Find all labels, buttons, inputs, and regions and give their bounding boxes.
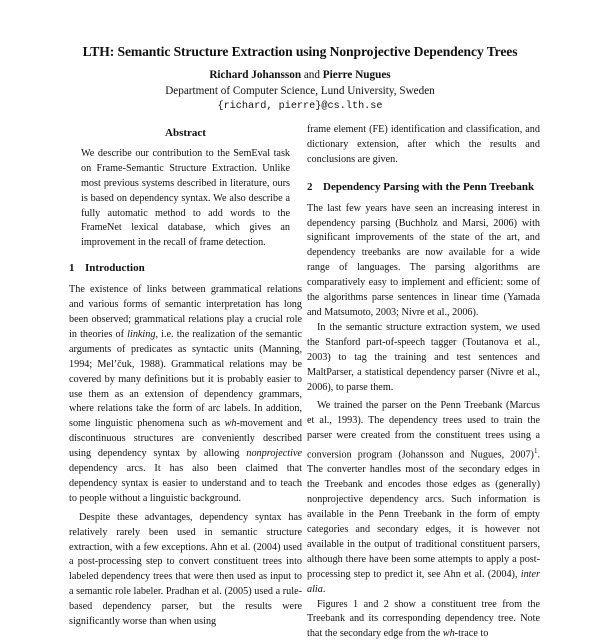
section-1-title: Introduction: [85, 262, 145, 275]
parsing-paragraph-2: In the semantic structure extraction system, we used the Stanford part-of-speech tagger (Toutanova et al., 2003) to tag the training and test sentences and MaltParser, a statistical dependency parser (Nivre et al., 2006), to parse them.: [307, 321, 540, 393]
right-column: [307, 123, 540, 642]
author-names: [0, 67, 600, 83]
parsing-paragraph-1: The last few years have seen an increasing interest in dependency parsing (Buchholz and Marsi, 2006) with significant improvements of the state of the art, and dependency treebanks are now available for a wide range of languages. The parsing algorithms are comparatively easy to implement and efficient: some of the algorithms parse sentences in linear time (Yamada and Matsumoto, 2003; Nivre et al., 2006).: [307, 202, 540, 318]
author-2: Pierre Nugues: [322, 69, 391, 81]
footnote-marker: 1: [533, 447, 538, 456]
section-1-heading: [69, 261, 302, 276]
author-block: [0, 67, 600, 115]
intro-continuation: frame element (FE) identification and classification, and dictionary extension, after which the results and conclusions are given.: [307, 124, 540, 165]
section-2-heading: [307, 180, 540, 195]
author-email: {richard, pierre}@cs.lth.se: [217, 101, 383, 112]
parsing-paragraph-4: Figures 1 and 2 show a constituent tree from the Treebank and its corresponding dependency tree. Note that the secondary edge from the wh-trace to: [307, 598, 540, 640]
author-1: Richard Johansson: [209, 69, 302, 81]
abstract-heading: Abstract: [165, 127, 206, 139]
left-column: [69, 126, 302, 630]
parsing-paragraph-3: We trained the parser on the Penn Treebank (Marcus et al., 1993). The dependency trees used to train the parser were created from the constituent trees using a conversion program (Johansson and Nugues, 2007)$^1$. The converter handles most of the secondary edges in the Treebank and encodes those edges as (generally) nonprojective dependency arcs. Such information is available in the Penn Treebank in the form of empty categories and secondary edges, it is however not available in the output of traditional constituent parsers, although there have been some attempts to apply a post-processing step to predict it, see Ahn et al. (2004), inter alia.: [307, 400, 540, 595]
author-conjunction: and: [303, 69, 320, 81]
intro-paragraph-2: Despite these advantages, dependency syntax has relatively rarely been used in semantic structure extraction, with a few exceptions. Ahn et al. (2004) used a post-processing step to convert constituent trees into labeled dependency trees that were then used as input to a semantic role labeler. Pradhan et al. (2005) used a rule-based dependency parser, but the results were significantly worse than when using: [69, 511, 302, 628]
intro-paragraph-1: The existence of links between grammatical relations and various forms of semantic interpretation has long been observed; grammatical relations play a crucial role in theories of linking, i.e. the realization of the semantic arguments of predicates as syntactic units (Manning, 1994; Mel’čuk, 1988). Grammatical relations may be covered by many definitions but it is probably easier to use them as an extension of dependency grammars, where relations take the form of arc labels. In addition, some linguistic phenomena such as wh-movement and discontinuous structures are conveniently described using dependency syntax by allowing nonprojective dependency arcs. It has also been claimed that dependency syntax is easier to understand and to teach to people without a linguistic background.: [69, 284, 302, 504]
section-1-number: 1: [69, 262, 75, 275]
section-2-number: 2: [307, 180, 313, 193]
paper-title: LTH: Semantic Structure Extraction using Nonprojective Dependency Trees: [82, 44, 518, 59]
abstract-text: We describe our contribution to the SemEval task on Frame-Semantic Structure Extraction. Unlike most previous systems described in literature, ours is based on dependency syntax. We also describe a fully automatic method to add words to the FrameNet lexical database, which gives an improvement in the recall of frame detection.: [81, 147, 290, 249]
section-2-title: Dependency Parsing with the Penn Treebank: [323, 180, 535, 193]
affiliation: Department of Computer Science, Lund University, Sweden: [165, 85, 435, 97]
